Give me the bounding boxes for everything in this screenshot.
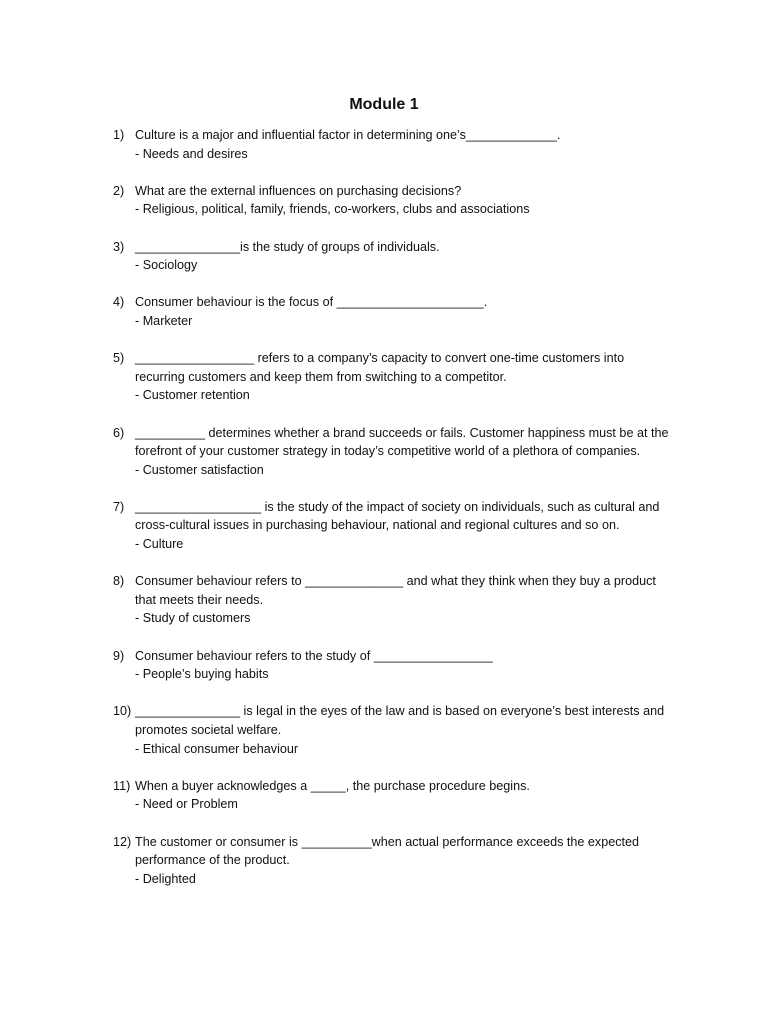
list-item bbox=[113, 572, 673, 628]
answer-text: - Delighted bbox=[135, 871, 196, 886]
question-number: 6) bbox=[113, 425, 125, 440]
answer-text: - Ethical consumer behaviour bbox=[135, 741, 299, 756]
question-number: 10) bbox=[113, 704, 132, 719]
answer-text: - Need or Problem bbox=[135, 797, 238, 812]
answer-text: - Needs and desires bbox=[135, 146, 248, 161]
answer-text: - Marketer bbox=[135, 313, 193, 328]
list-item bbox=[113, 702, 673, 758]
question-number: 4) bbox=[113, 295, 125, 310]
question-text: The customer or consumer is __________when actual performance exceeds the expected performance of the product. bbox=[135, 834, 640, 868]
list-item bbox=[113, 833, 673, 889]
list-item bbox=[113, 126, 673, 163]
question-number: 12) bbox=[113, 834, 132, 849]
answer-text: - Customer satisfaction bbox=[135, 462, 264, 477]
answer-text: - Religious, political, family, friends, co-workers, clubs and associations bbox=[135, 202, 530, 217]
question-text: Consumer behaviour refers to ______________ and what they think when they buy a product that meets their needs. bbox=[135, 574, 656, 607]
list-item bbox=[113, 182, 673, 219]
question-text: Consumer behaviour refers to the study of _________________ bbox=[135, 648, 493, 663]
question-number: 11) bbox=[113, 778, 131, 793]
question-text: _______________is the study of groups of individuals. bbox=[135, 239, 440, 254]
question-text: What are the external influences on purchasing decisions? bbox=[135, 183, 462, 198]
answer-text: - Sociology bbox=[135, 258, 198, 273]
question-number: 7) bbox=[113, 499, 125, 514]
question-number: 2) bbox=[113, 183, 125, 198]
list-item bbox=[113, 349, 673, 405]
question-text: __________________ is the study of the impact of society on individuals, such as cultural and cross-cultural issues in purchasing behaviour, national and regional cultures and so on. bbox=[135, 499, 660, 533]
question-list bbox=[113, 126, 673, 907]
answer-text: - Study of customers bbox=[135, 611, 251, 626]
question-text: Culture is a major and influential factor in determining one’s_____________. bbox=[135, 128, 561, 142]
question-text: Consumer behaviour is the focus of _____________________. bbox=[135, 295, 488, 310]
question-number: 1) bbox=[113, 128, 125, 142]
question-number: 8) bbox=[113, 574, 125, 589]
answer-text: - Customer retention bbox=[135, 388, 250, 403]
question-text: _______________ is legal in the eyes of the law and is based on everyone’s best interests and promotes societal welfare. bbox=[135, 704, 665, 737]
question-text: _________________ refers to a company’s capacity to convert one-time customers into recurring customers and keep them from switching to a competitor. bbox=[135, 351, 625, 384]
list-item bbox=[113, 424, 673, 480]
list-item bbox=[113, 293, 673, 330]
answer-text: - Culture bbox=[135, 537, 184, 552]
question-number: 5) bbox=[113, 351, 125, 366]
list-item bbox=[113, 238, 673, 275]
question-text: When a buyer acknowledges a _____, the purchase procedure begins. bbox=[135, 778, 530, 793]
answer-text: - People’s buying habits bbox=[135, 667, 269, 682]
list-item bbox=[113, 647, 673, 684]
list-item bbox=[113, 498, 673, 554]
page-title: Module 1 bbox=[349, 96, 419, 113]
list-item bbox=[113, 777, 673, 814]
question-text: __________ determines whether a brand succeeds or fails. Customer happiness must be at the forefront of your customer strategy in today’s competitive world of a plethora of companies. bbox=[135, 425, 669, 459]
question-number: 9) bbox=[113, 648, 125, 663]
question-number: 3) bbox=[113, 239, 125, 254]
